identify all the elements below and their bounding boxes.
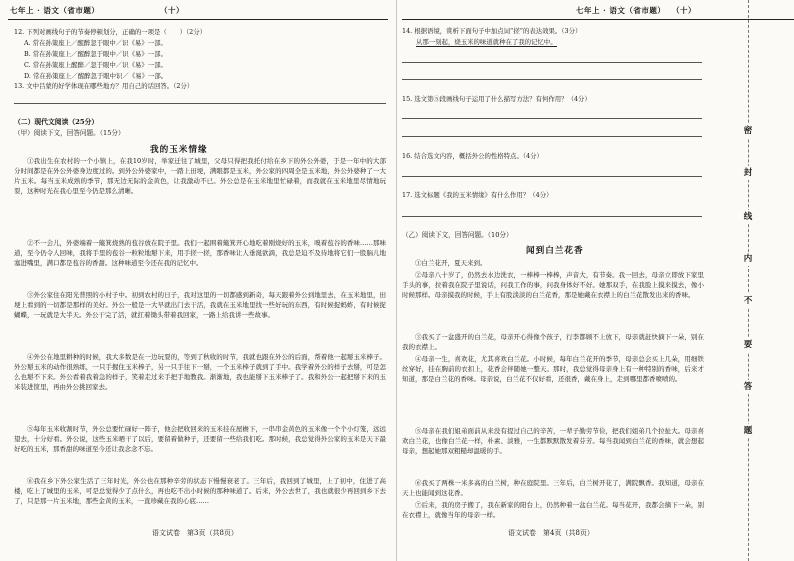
q15-answer-line <box>402 136 702 137</box>
q12-option-b: B. 常在孙策座上／醒醉忽于眼中／识《易》一部。 <box>24 50 167 58</box>
seal-char: 题 <box>739 424 757 438</box>
paragraph: ③我买了一盆盛开的白兰花，母亲开心得像个孩子，行李都顾不上放下，母亲就赶快摘下一朵，别在我的衣襟上。 <box>402 333 704 352</box>
left-footer-page-number: 语文试卷 第3页（共8页） <box>152 529 238 537</box>
q17-stem: 17. 选文标题《我的玉米情缘》有什么作用？（4分） <box>402 191 553 199</box>
q16-stem: 16. 结合选文内容，概括外公的性格特点。（4分） <box>402 152 543 160</box>
q16-answer-line <box>402 176 702 177</box>
paragraph: ⑤每年玉米收割时节，外公总要忙碌好一阵子，他会把收回来的玉米挂在屋檐下，一串串金黄色的玉米像一个个小灯笼，远远望去，十分好看。外公说，这些玉米晒干了以后，要留着做种子，还要留一些给我们吃。那时候，我总觉得外公家的玉米是天下最好吃的玉米，那香甜的味道至今还让我念念不忘。 <box>14 425 386 454</box>
seal-char: 要 <box>739 338 757 352</box>
paragraph: ②不一会儿，外婆端着一簸箕烧熟的苞谷放在院子里。我们一起围着簸箕开心地吃着刚烧好的玉米，嗅着苞谷的香味……那味道，至今仍令人回味，我将手里的苞谷一粒粒地掰下来，用手搓一搓，那香味让人垂涎欲滴，我总是迫不及待地将它们一股脑儿地塞进嘴里，满口都是苞谷的香甜。这种味道至今还在我的记忆中。 <box>14 239 386 268</box>
q14-quote-text: 从那一刻起，烧玉米的味道就种在了我的记忆中。 <box>416 38 557 46</box>
seal-char: 线 <box>739 210 757 224</box>
seal-char: 封 <box>739 166 757 180</box>
q15-stem: 15. 选文第⑤段画线句子运用了什么描写方法？有何作用？（4分） <box>402 95 591 103</box>
q12-option-c: C. 常在孙策座上醒醉／忽于眼中／识《易》一部。 <box>24 61 167 69</box>
q14-answer-line <box>402 62 702 63</box>
q17-answer-line <box>402 216 702 217</box>
paragraph: ⑥我在乡下外公家生活了三年时光，外公也在那种辛劳的状态下慢慢衰老了。三年后，我回到了城里，上了初中，住进了高楼，吃上了城里的玉米，可是总觉得少了点什么，再也吃不出小时候的那种味道了。后来，外公去世了，我也就很少再回到乡下去了，只是那一片玉米地，那些金黄的玉米，一直珍藏在我的心底…… <box>14 477 386 506</box>
left-page <box>0 0 396 561</box>
seal-char: 答 <box>739 380 757 394</box>
left-header-number: （十） <box>160 6 184 15</box>
q12-option-d: D. 常在孙策座上／醒醉忽于眼中识／《易》一部。 <box>24 72 168 80</box>
section-subheading: （乙）阅读下文，回答问题。（10分） <box>402 231 513 239</box>
page-fold-line <box>396 0 397 561</box>
paragraph: ③外公家住在阳光普照的小村子中。初到农村的日子，我对这里的一切都感到新奇，每天跟着外公到地里去，在玉米地里，田埂上看到的一切都是那样的美好。外公一般是一大早就出门去干活，我就在玉米地里找一些好玩的东西，有时候捉蚂蚱，有时候捉蝴蝶，一玩就是大半天。外公干完了活，就扛着锄头带着我回家，一路上给我讲一些故事。 <box>14 291 386 320</box>
paragraph: ②母亲八十岁了，仍然去水边洗衣，一棒棒一棒棒，声音大，有节奏。我一回去，母亲立即放下家里手头的事，拉着我在院子里说话，问我工作的事，问我身体好不好。她那双手，在我脸上摸来摸去，像小时候那样。母亲摸我的时候，手上有股淡淡的白兰花香，那是她戴在衣襟上的白兰花散发出来的香味。 <box>402 271 704 300</box>
right-footer-page-number: 语文试卷 第4页（共8页） <box>508 529 594 537</box>
left-header-rule <box>8 19 388 20</box>
article-title: 闻到白兰花香 <box>526 246 584 256</box>
seal-dashed-line <box>748 0 749 561</box>
right-header-number: （十） <box>672 6 696 15</box>
section-heading: （二）现代文阅读（25分） <box>14 118 99 126</box>
seal-char: 内 <box>739 252 757 266</box>
seal-char: 不 <box>739 294 757 308</box>
left-header-title: 七年上 · 语文（省市题） <box>10 6 100 15</box>
article-title: 我的玉米情缘 <box>150 145 208 155</box>
paragraph: ⑤母亲在我们姐弟面前从来没有提过自己的辛苦，一辈子勤劳节俭，把我们姐弟几个拉扯大。母亲喜欢白兰花，也像白兰花一样，朴素、淡雅，一生都默默散发着芬芳。每当我闻到白兰花的香味，就会想起母亲，想起她那双粗糙却温暖的手。 <box>402 427 704 456</box>
q13-answer-line <box>14 103 386 104</box>
seal-header-rule <box>704 19 794 20</box>
right-page <box>398 0 704 561</box>
q15-answer-line <box>402 118 702 119</box>
paragraph: ⑦后来，我的房子搬了，我在新家的阳台上，仍然种着一盆白兰花。每当花开，我都会摘下一朵，别在衣襟上，就像当年的母亲一样。 <box>402 501 704 520</box>
q12-option-a: A. 常在孙策座上／醒醉忽于眼中／识《易》一部。 <box>24 39 167 47</box>
q14-stem: 14. 根据语境，赏析下面句子中加点词“搓”的表达效果。（3分） <box>402 27 582 35</box>
section-subheading: （甲）阅读下文，回答问题。（15分） <box>14 129 125 137</box>
q14-answer-line <box>402 79 702 80</box>
q13-stem: 13. 文中吕蒙的好学体现在哪些地方？用自己的话回答。（2分） <box>14 82 194 90</box>
paragraph: ①白兰花开，夏天来到。 <box>415 259 487 267</box>
paragraph: ④母亲一生，喜欢花，尤其喜欢白兰花。小时候，每年白兰花开的季节，母亲总会买上几朵，用细铁丝穿好，挂在胸前的衣扣上，花香会伴随她一整天。那时，我总觉得母亲身上有一种特别的香味，后来才知道，那是白兰花的香味。母亲说，白兰花不仅好看，还很香，戴在身上，走到哪里都香喷喷的。 <box>402 355 704 384</box>
paragraph: ⑥我买了两株一米多高的白兰树，种在庭院里。三年后，白兰树开花了，满院飘香。我知道，母亲在天上也能闻到这花香。 <box>402 479 704 498</box>
paragraph: ①我出生在农村的一个小镇上，在我10岁时，举家迁往了城里，父母只得把我托付给在乡下的外公外婆，于是一年中的大部分时间都是在外公外婆身边度过的。到外公外婆家中，一踏上田埂，满眼都是玉米，外公家的四周全是玉米地，外公外婆种了一大片玉米。每当玉米成熟的季节，那无边无际的金黄色，让我激动不已。外公总是在玉米地里忙碌着，而我就在玉米地里尽情地玩耍，这种时光在我心里至今仍是那么清晰。 <box>14 157 386 196</box>
right-header-title: 七年上 · 语文（省市题） <box>576 6 666 15</box>
q14-quote <box>416 37 557 47</box>
seal-char: 密 <box>739 124 757 138</box>
paragraph: ④外公在地里耕种的时候，我大多数是在一边玩耍的，等到了秋收的时节，我就也跟在外公的后面，帮着他一起掰玉米棒子。外公掰玉米的动作很熟练，一只手握住玉米棒子，另一只手往下一掰，一个玉米棒子就到了手中。我学着外公的样子去掰，可是怎么也掰不下来。外公看着我着急的样子，笑着走过来手把手地教我。渐渐地，我也能掰下玉米棒子了。我和外公一起把掰下来的玉米装进筐里，再由外公挑回家去。 <box>14 353 386 392</box>
right-header-rule <box>402 19 704 20</box>
q12-stem: 12. 下列对画线句子的节奏停顿划分，正确的一项是（ ）（2分） <box>14 28 206 36</box>
seal-strip <box>704 0 794 561</box>
